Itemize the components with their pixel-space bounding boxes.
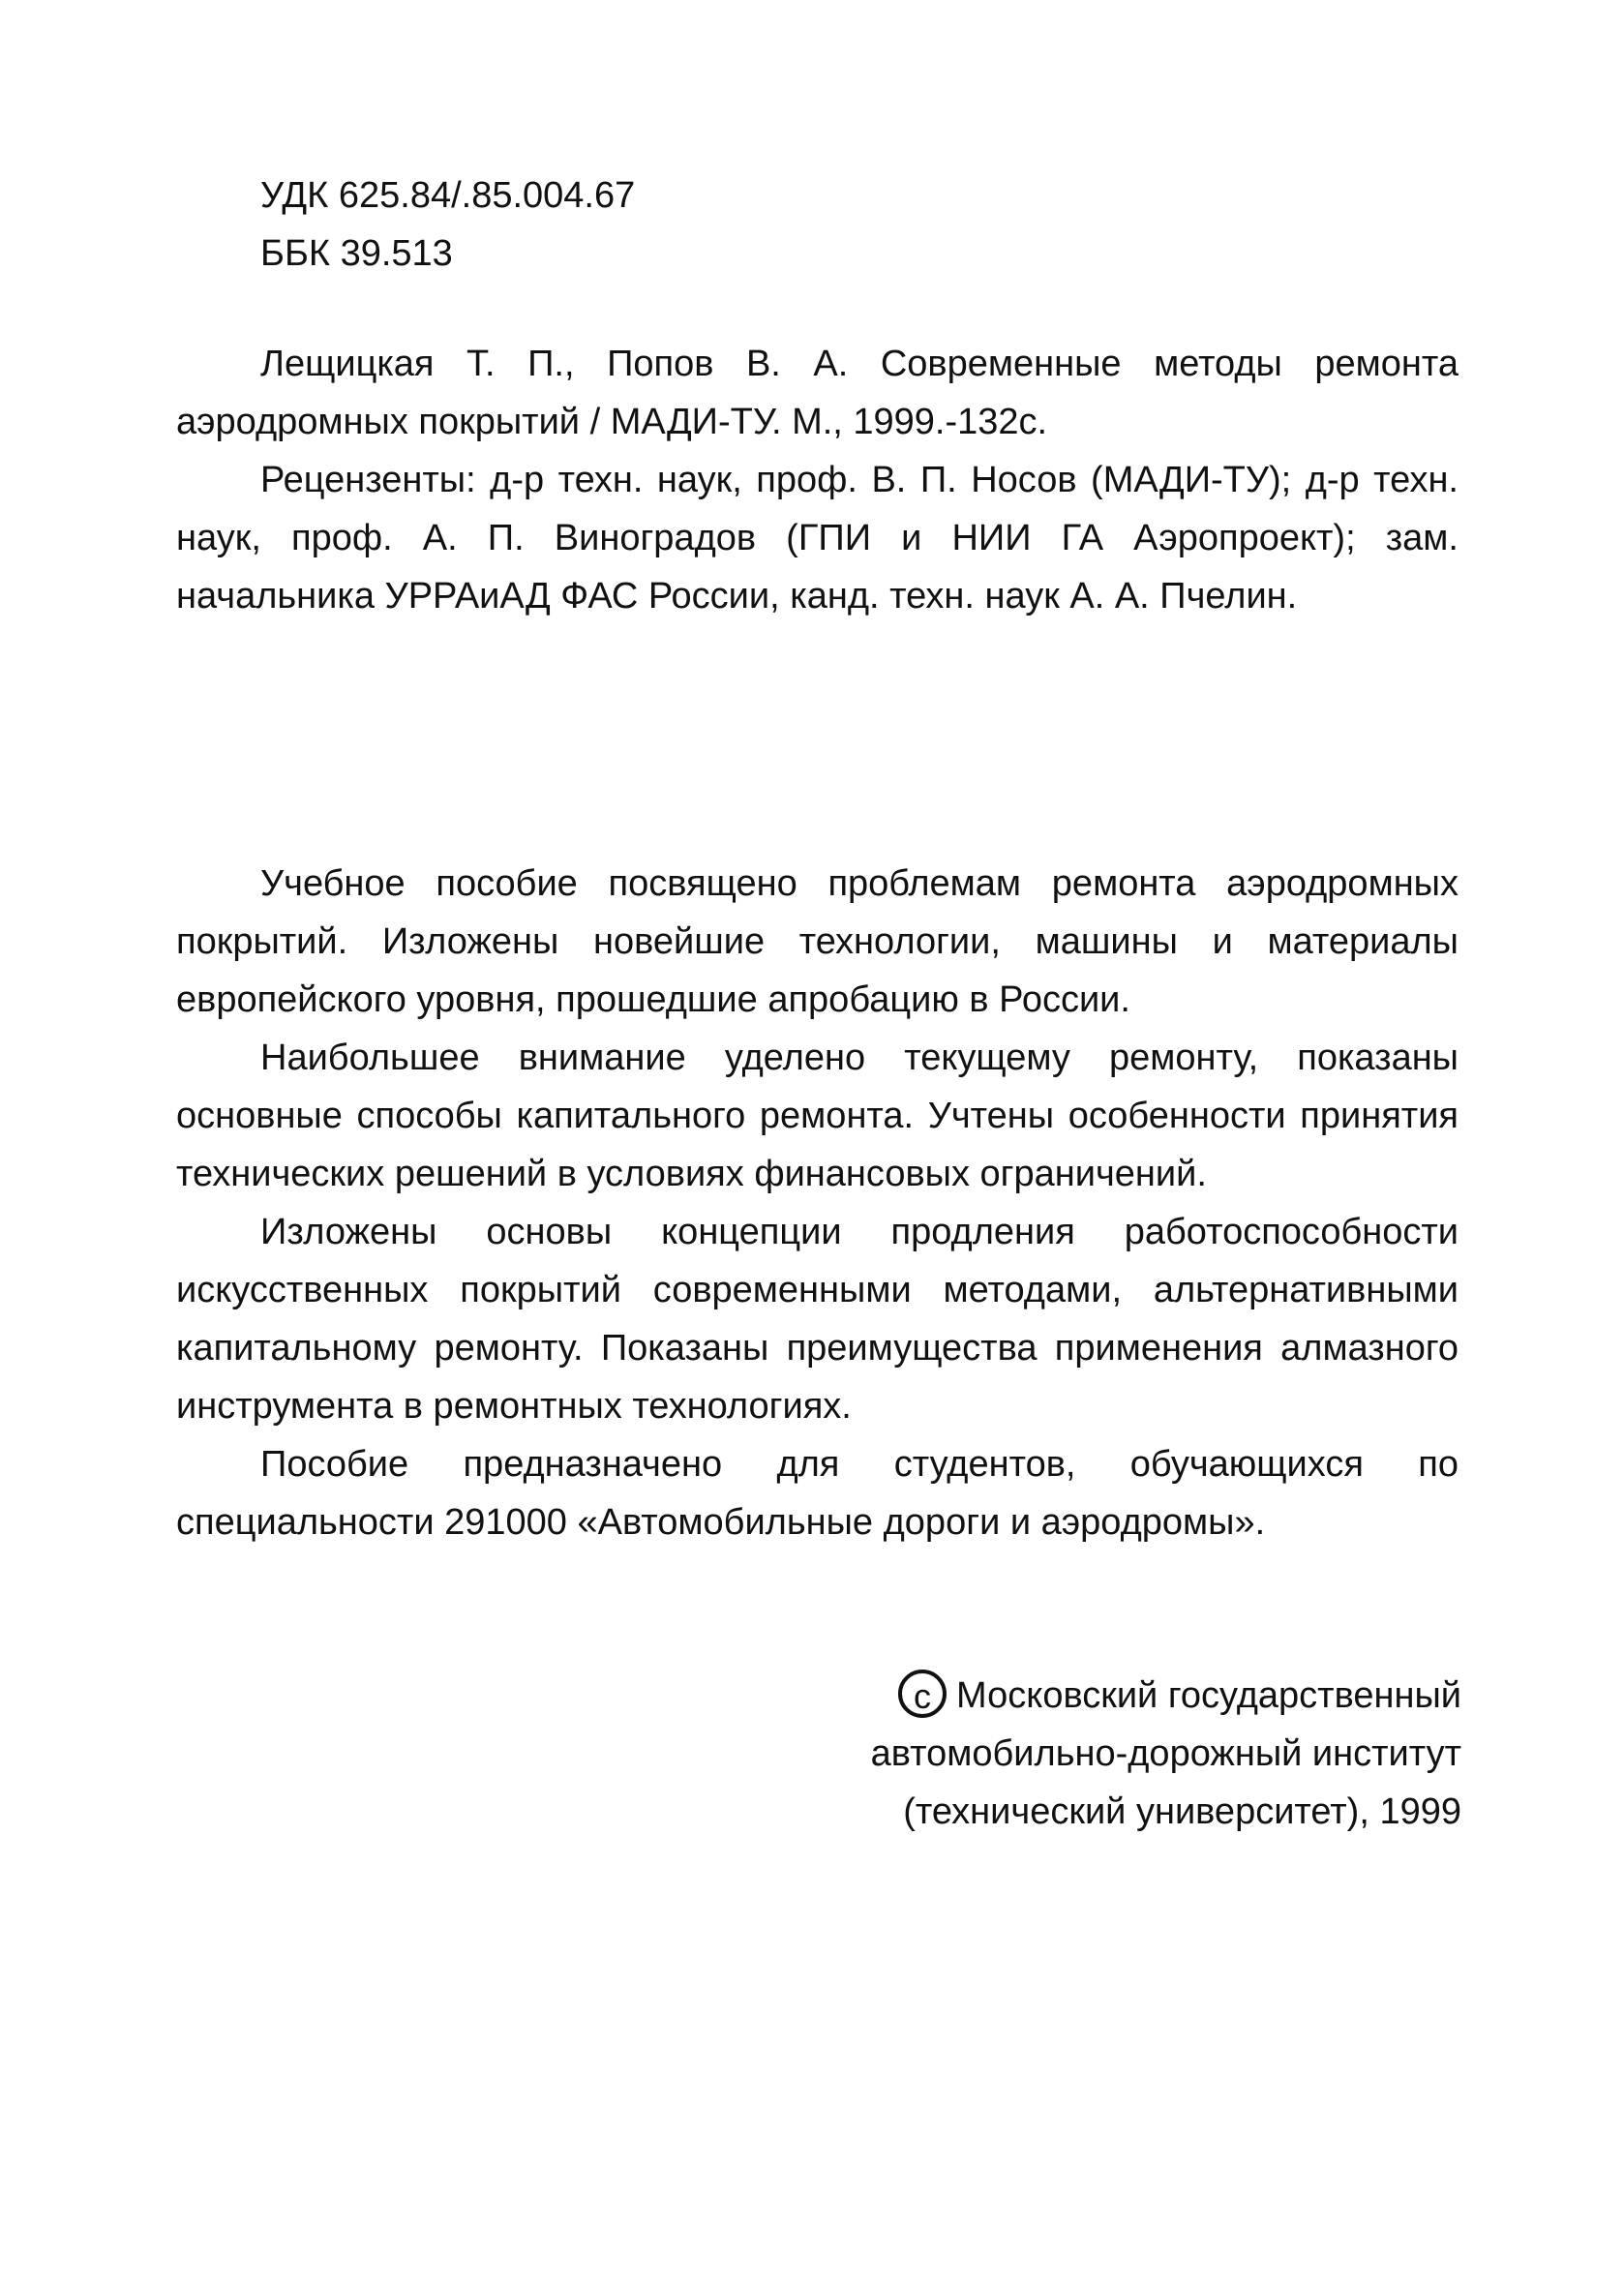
abstract-paragraph-3: Изложены основы концепции продления работоспособности искусственных покрытий современными методами, альтернативными капитальному ремонту. Показаны преимущества применения алмазного инструмента в ремонтных технологиях. (176, 1212, 1459, 1427)
bbk-code: ББК 39.513 (260, 233, 453, 274)
citation: Лещицкая Т. П., Попов В. А. Современные методы ремонта аэродромных покрытий / МАДИ-ТУ. М., 1999.-132с. (176, 344, 1459, 442)
reviewers: Рецензенты: д-р техн. наук, проф. В. П. Носов (МАДИ-ТУ); д-р техн. наук, проф. А. П. Виноградов (ГПИ и НИИ ГА Аэропроект); зам. начальника УРРАиАД ФАС России, канд. техн. наук А. А. Пчелин. (176, 460, 1459, 617)
copyright-line-1 (774, 1667, 1461, 1725)
copyright-line-2: автомобильно-дорожный институт (870, 1733, 1461, 1774)
copyright-institution: Московский государственный (956, 1675, 1461, 1716)
udk-code: УДК 625.84/.85.004.67 (260, 175, 636, 216)
copyright-icon: c (898, 1670, 947, 1718)
abstract (176, 855, 1459, 1551)
classification-codes (260, 166, 938, 283)
abstract-paragraph-1: Учебное пособие посвящено проблемам ремонта аэродромных покрытий. Изложены новейшие технологии, машины и материалы европейского уровня, прошедшие апробацию в России. (176, 863, 1459, 1020)
copyright-line-3: (технический университет), 1999 (903, 1791, 1461, 1832)
copyright-notice (774, 1667, 1461, 1841)
bibliographic-record (176, 335, 1459, 625)
abstract-paragraph-2: Наибольшее внимание уделено текущему ремонту, показаны основные способы капитального ремонта. Учтены особенности принятия технических решений в условиях финансовых ограничений. (176, 1038, 1459, 1194)
abstract-paragraph-4: Пособие предназначено для студентов, обучающихся по специальности 291000 «Автомобильные дороги и аэродромы». (176, 1444, 1459, 1543)
